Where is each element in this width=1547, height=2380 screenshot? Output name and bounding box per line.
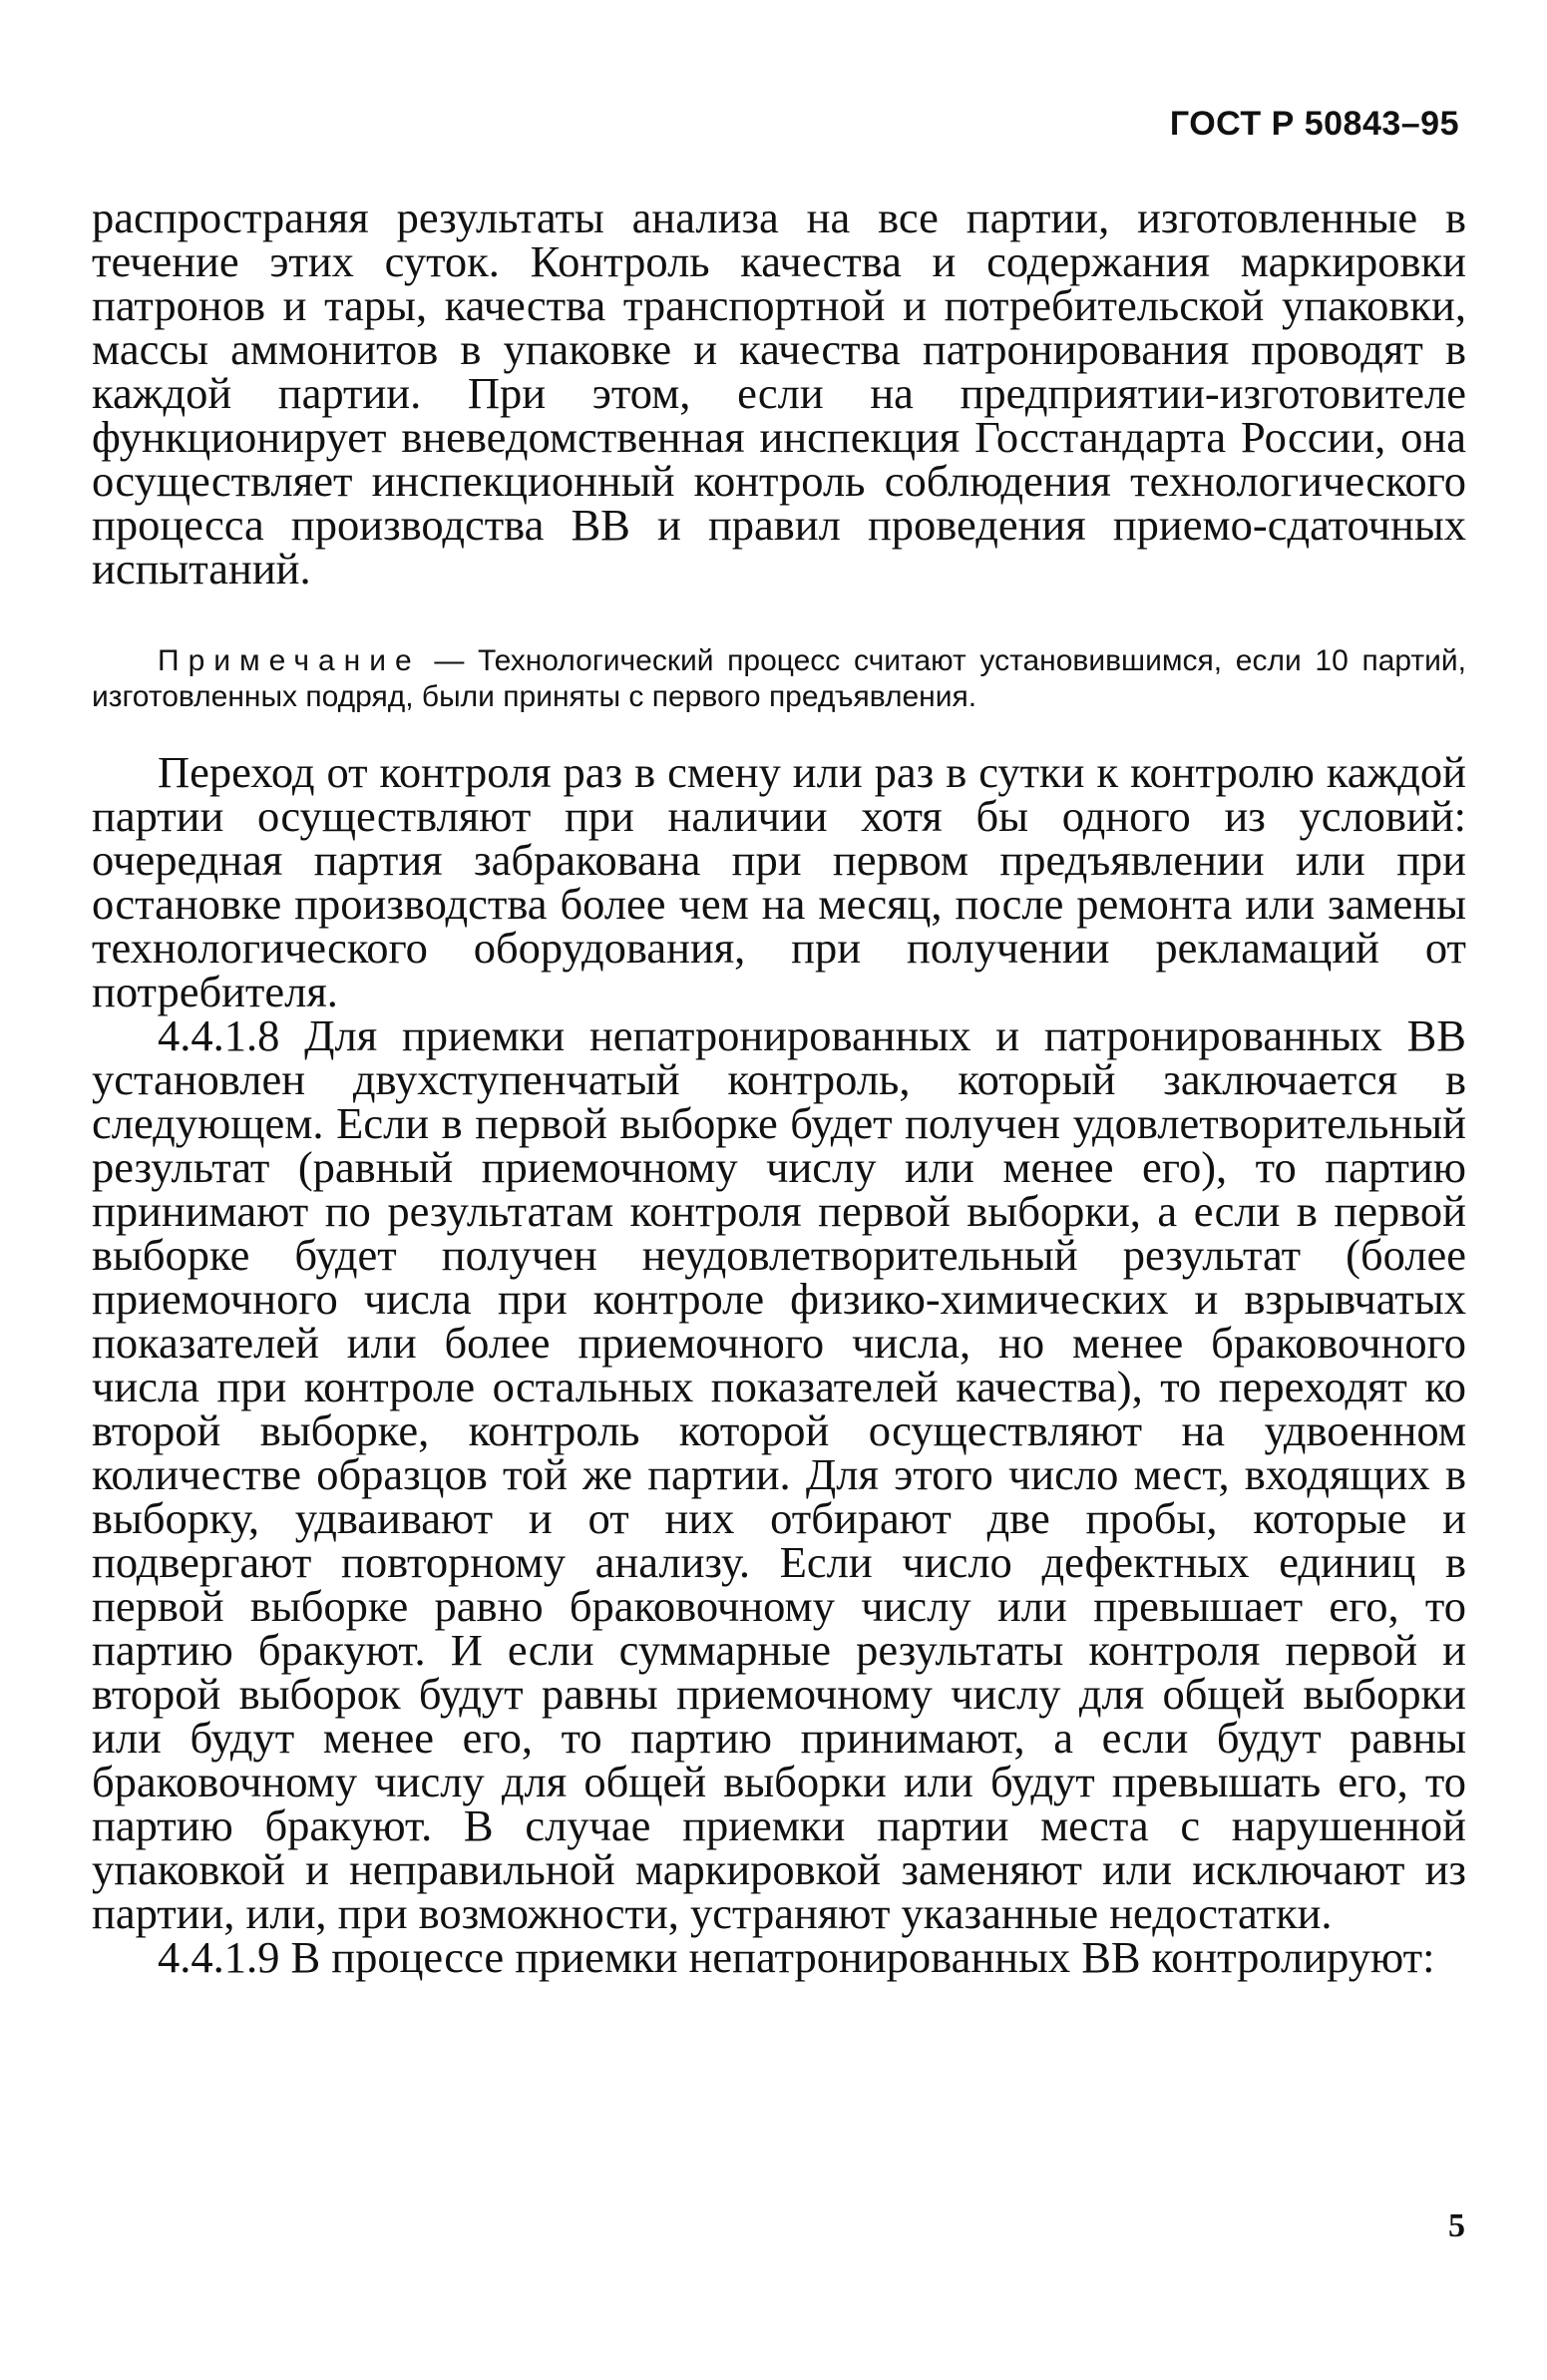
page-number: 5 (1448, 2207, 1465, 2244)
paragraph-continued: распространяя результаты анализа на все партии, изготовленные в течение этих суток. Контроль качества и содержания маркировки патронов и тары, качества транспортной и потребительской упаковки, массы аммонитов в упаковке и качества патронирования проводят в каждой партии. При этом, если на предприятии-изготовителе функционирует вневедомственная инспекция Госстандарта России, она осуществляет инспекционный контроль соблюдения технологического процесса производства ВВ и правил проведения приемо-сдаточных испытаний. (92, 193, 1466, 594)
paragraph-clause-4-4-1-8: 4.4.1.8 Для приемки непатронированных и патронированных ВВ установлен двухступенчатый контроль, который заключается в следующем. Если в первой выборке будет получен удовлетворительный результат (равный приемочному числу или менее его), то партию принимают по результатам контроля первой выборки, а если в первой выборке будет получен неудовлетворительный результат (более приемочного числа при контроле физико-химических и взрывчатых показателей или более приемочного числа, но менее браковочного числа при контроле остальных показателей качества), то переходят ко второй выборке, контроль которой осуществляют на удвоенном количестве образцов той же партии. Для этого число мест, входящих в выборку, удваивают и от них отбирают две пробы, которые и подвергают повторному анализу. Если число дефектных единиц в первой выборке равно браковочному числу или превышает его, то партию бракуют. И если суммарные результаты контроля первой и второй выборок будут равны приемочному числу для общей выборки или будут менее его, то партию принимают, а если будут равны браковочному числу для общей выборки или будут превышать его, то партию бракуют. В случае приемки партии места с нарушенной упаковкой и неправильной маркировкой заменяют или исключают из партии, или, при возможности, устраняют указанные недостатки. (92, 1010, 1466, 1938)
paragraph-clause-4-4-1-9: 4.4.1.9 В процессе приемки непатронированных ВВ контролируют: (158, 1932, 1435, 1982)
note-block (92, 643, 1466, 715)
note-label: Примечание (158, 644, 421, 677)
note-text: — Технологический процесс считают установившимся, если 10 партий, изготовленных подряд, были приняты с первого предъявления. (92, 644, 1466, 713)
document-header: ГОСТ Р 50843–95 (1169, 105, 1459, 143)
body-text-main (92, 747, 1466, 1982)
paragraph-transition: Переход от контроля раз в смену или раз в сутки к контролю каждой партии осуществляют при наличии хотя бы одного из условий: очередная партия забракована при первом предъявлении или при остановке производства более чем на месяц, после ремонта или замены технологического оборудования, при получении рекламаций от потребителя. (92, 747, 1466, 1016)
body-text-top (92, 193, 1466, 594)
